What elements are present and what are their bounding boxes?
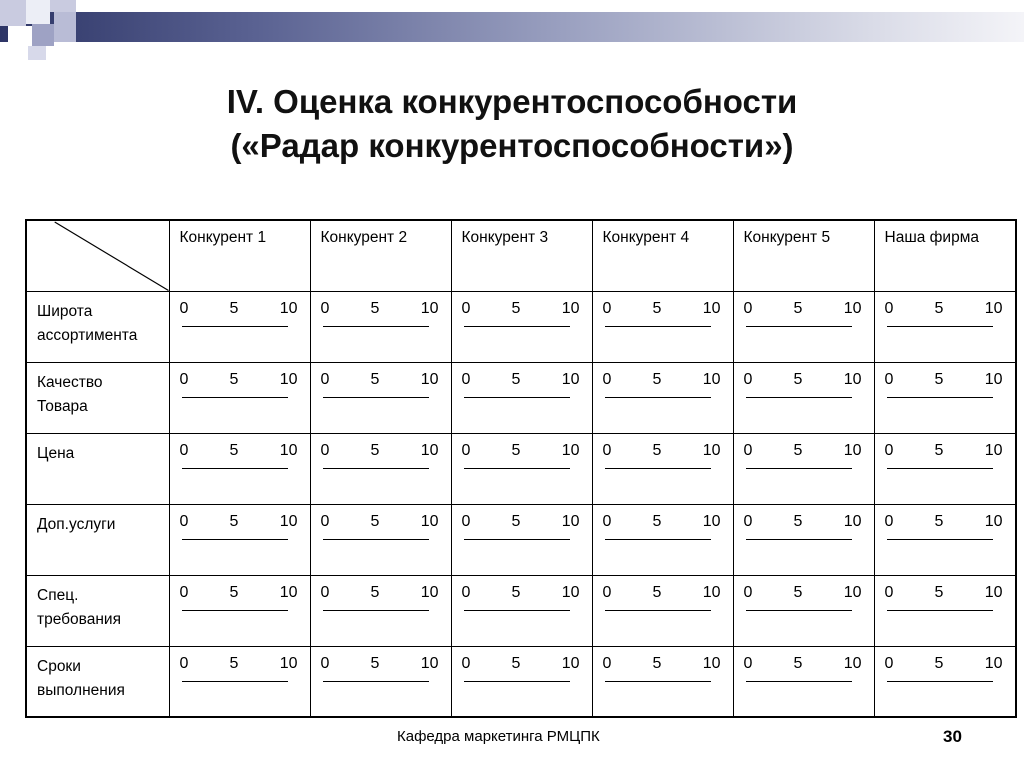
scale-line — [887, 468, 993, 469]
scale-tick-label: 0 — [743, 441, 753, 459]
scale-line — [746, 681, 852, 682]
scale-line — [887, 397, 993, 398]
rating-scale[interactable] — [321, 584, 439, 614]
score-cell[interactable] — [310, 504, 451, 575]
scale-tick-label: 5 — [370, 299, 380, 317]
scale-tick-label: 5 — [511, 654, 521, 672]
rating-scale[interactable] — [744, 300, 862, 330]
scale-tick-label: 5 — [370, 512, 380, 530]
rating-scale[interactable] — [885, 300, 1003, 330]
scale-tick-label: 0 — [461, 654, 471, 672]
rating-scale[interactable] — [885, 655, 1003, 685]
scale-tick-label: 10 — [984, 654, 1003, 672]
score-cell[interactable] — [592, 433, 733, 504]
row-label-line: Широта — [37, 302, 93, 320]
score-cell[interactable] — [310, 575, 451, 646]
row-label-line: требования — [37, 610, 121, 628]
scale-tick-label: 0 — [884, 512, 894, 530]
scale-tick-label: 10 — [843, 299, 862, 317]
scale-tick-label: 5 — [370, 654, 380, 672]
scale-tick-label: 0 — [743, 583, 753, 601]
rating-scale[interactable] — [885, 371, 1003, 401]
decor-square — [8, 26, 32, 48]
scale-tick-label: 5 — [370, 370, 380, 388]
scale-tick-label: 0 — [884, 654, 894, 672]
scale-tick-label: 0 — [320, 299, 330, 317]
scale-line — [887, 326, 993, 327]
scale-tick-label: 5 — [652, 441, 662, 459]
scale-tick-label: 0 — [179, 512, 189, 530]
decor-square — [26, 0, 50, 24]
scale-tick-label: 0 — [743, 512, 753, 530]
column-header: Конкурент 1 — [169, 220, 310, 291]
scale-tick-label: 0 — [461, 512, 471, 530]
scale-tick-label: 10 — [420, 441, 439, 459]
scale-tick-label: 10 — [843, 441, 862, 459]
scale-tick-label: 5 — [652, 299, 662, 317]
score-cell[interactable] — [592, 362, 733, 433]
score-cell[interactable] — [592, 291, 733, 362]
rating-scale[interactable] — [180, 371, 298, 401]
scale-tick-label: 10 — [702, 583, 721, 601]
scale-tick-label: 0 — [743, 299, 753, 317]
row-label-line: Спец. — [37, 586, 79, 604]
score-cell[interactable] — [451, 362, 592, 433]
footer-text: Кафедра маркетинга РМЦПК — [397, 728, 600, 745]
row-label-line: Товара — [37, 397, 88, 415]
score-cell[interactable] — [874, 362, 1016, 433]
scale-line — [182, 681, 288, 682]
scale-tick-label: 5 — [793, 299, 803, 317]
scale-tick-label: 5 — [934, 299, 944, 317]
decor-square — [50, 0, 76, 12]
row-label — [26, 575, 169, 646]
rating-scale[interactable] — [462, 300, 580, 330]
score-cell[interactable] — [733, 575, 874, 646]
scale-tick-label: 5 — [793, 370, 803, 388]
rating-scale[interactable] — [180, 513, 298, 543]
score-cell[interactable] — [310, 646, 451, 717]
rating-scale[interactable] — [321, 300, 439, 330]
scale-line — [605, 397, 711, 398]
scale-tick-label: 10 — [561, 512, 580, 530]
score-cell[interactable] — [169, 575, 310, 646]
column-header: Конкурент 5 — [733, 220, 874, 291]
scale-tick-label: 10 — [420, 654, 439, 672]
scale-tick-label: 5 — [511, 583, 521, 601]
scale-tick-label: 5 — [511, 441, 521, 459]
rating-scale[interactable] — [180, 300, 298, 330]
scale-line — [605, 610, 711, 611]
score-cell[interactable] — [874, 433, 1016, 504]
rating-scale[interactable] — [321, 513, 439, 543]
row-label-line: Качество — [37, 373, 103, 391]
scale-tick-label: 10 — [702, 370, 721, 388]
score-cell[interactable] — [733, 362, 874, 433]
score-cell[interactable] — [733, 504, 874, 575]
scale-tick-label: 10 — [420, 370, 439, 388]
rating-scale[interactable] — [462, 513, 580, 543]
score-cell[interactable] — [874, 646, 1016, 717]
rating-scale[interactable] — [180, 442, 298, 472]
scale-line — [605, 468, 711, 469]
scale-tick-label: 0 — [602, 441, 612, 459]
scale-tick-label: 0 — [179, 583, 189, 601]
scale-line — [887, 539, 993, 540]
rating-scale[interactable] — [180, 584, 298, 614]
scale-line — [464, 397, 570, 398]
scale-tick-label: 0 — [884, 583, 894, 601]
score-cell[interactable] — [451, 575, 592, 646]
score-cell[interactable] — [310, 433, 451, 504]
score-cell[interactable] — [169, 362, 310, 433]
row-label — [26, 433, 169, 504]
rating-scale[interactable] — [744, 513, 862, 543]
scale-line — [605, 539, 711, 540]
rating-scale[interactable] — [462, 442, 580, 472]
scale-line — [605, 681, 711, 682]
decor-square — [32, 24, 54, 46]
scale-tick-label: 10 — [843, 654, 862, 672]
scale-tick-label: 0 — [461, 583, 471, 601]
scale-tick-label: 5 — [793, 441, 803, 459]
scale-tick-label: 5 — [934, 654, 944, 672]
scale-tick-label: 5 — [370, 441, 380, 459]
scale-line — [746, 610, 852, 611]
rating-scale[interactable] — [321, 442, 439, 472]
scale-tick-label: 5 — [934, 370, 944, 388]
scale-tick-label: 0 — [320, 654, 330, 672]
scale-tick-label: 5 — [511, 512, 521, 530]
table-row — [26, 646, 1016, 717]
scale-tick-label: 5 — [229, 583, 239, 601]
score-cell[interactable] — [874, 575, 1016, 646]
scale-line — [464, 468, 570, 469]
score-cell[interactable] — [451, 291, 592, 362]
score-cell[interactable] — [169, 646, 310, 717]
rating-scale[interactable] — [885, 584, 1003, 614]
scale-tick-label: 10 — [984, 370, 1003, 388]
competitiveness-table — [25, 219, 1017, 718]
scale-tick-label: 0 — [461, 441, 471, 459]
scale-tick-label: 0 — [179, 370, 189, 388]
score-cell[interactable] — [169, 291, 310, 362]
score-cell[interactable] — [874, 504, 1016, 575]
scale-tick-label: 0 — [743, 654, 753, 672]
rating-scale[interactable] — [603, 442, 721, 472]
column-header: Конкурент 2 — [310, 220, 451, 291]
scale-tick-label: 10 — [279, 583, 298, 601]
scale-tick-label: 0 — [320, 370, 330, 388]
rating-scale[interactable] — [321, 371, 439, 401]
rating-scale[interactable] — [462, 584, 580, 614]
scale-tick-label: 10 — [561, 299, 580, 317]
scale-tick-label: 10 — [420, 299, 439, 317]
rating-scale[interactable] — [744, 655, 862, 685]
scale-line — [746, 326, 852, 327]
scale-tick-label: 10 — [420, 512, 439, 530]
scale-tick-label: 5 — [793, 583, 803, 601]
scale-tick-label: 10 — [984, 441, 1003, 459]
scale-tick-label: 0 — [602, 512, 612, 530]
title-line-1: IV. Оценка конкурентоспособности — [226, 83, 798, 120]
score-cell[interactable] — [310, 362, 451, 433]
scale-tick-label: 0 — [179, 441, 189, 459]
table-row — [26, 504, 1016, 575]
scale-line — [323, 326, 429, 327]
score-cell[interactable] — [733, 646, 874, 717]
scale-tick-label: 5 — [229, 512, 239, 530]
scale-tick-label: 10 — [561, 583, 580, 601]
scale-tick-label: 0 — [602, 583, 612, 601]
scale-line — [182, 610, 288, 611]
scale-line — [464, 326, 570, 327]
scale-tick-label: 0 — [602, 370, 612, 388]
scale-tick-label: 10 — [984, 583, 1003, 601]
scale-line — [887, 681, 993, 682]
score-cell[interactable] — [310, 291, 451, 362]
scale-line — [182, 397, 288, 398]
decor-square — [0, 0, 26, 26]
score-cell[interactable] — [451, 504, 592, 575]
scale-tick-label: 5 — [511, 370, 521, 388]
column-header: Конкурент 4 — [592, 220, 733, 291]
score-cell[interactable] — [169, 433, 310, 504]
row-label-line: Сроки — [37, 657, 81, 675]
scale-tick-label: 10 — [702, 654, 721, 672]
scale-line — [323, 397, 429, 398]
row-label-line: Цена — [37, 444, 75, 462]
scale-tick-label: 0 — [884, 299, 894, 317]
scale-tick-label: 10 — [702, 441, 721, 459]
score-cell[interactable] — [733, 291, 874, 362]
score-cell[interactable] — [733, 433, 874, 504]
row-label — [26, 291, 169, 362]
scale-tick-label: 0 — [743, 370, 753, 388]
scale-tick-label: 10 — [984, 512, 1003, 530]
scale-tick-label: 10 — [561, 370, 580, 388]
scale-line — [887, 610, 993, 611]
rating-scale[interactable] — [321, 655, 439, 685]
scale-line — [464, 610, 570, 611]
page-number: 30 — [943, 727, 962, 746]
column-header: Конкурент 3 — [451, 220, 592, 291]
scale-line — [464, 681, 570, 682]
scale-tick-label: 5 — [652, 583, 662, 601]
scale-tick-label: 5 — [652, 370, 662, 388]
rating-scale[interactable] — [603, 513, 721, 543]
rating-scale[interactable] — [603, 584, 721, 614]
scale-tick-label: 0 — [602, 654, 612, 672]
scale-tick-label: 5 — [934, 583, 944, 601]
scale-line — [746, 468, 852, 469]
rating-scale[interactable] — [462, 371, 580, 401]
rating-scale[interactable] — [462, 655, 580, 685]
slide-title — [0, 80, 1024, 168]
scale-tick-label: 5 — [652, 654, 662, 672]
scale-line — [464, 539, 570, 540]
scale-line — [182, 539, 288, 540]
scale-tick-label: 0 — [884, 370, 894, 388]
scale-tick-label: 5 — [229, 370, 239, 388]
score-cell[interactable] — [451, 433, 592, 504]
score-cell[interactable] — [592, 504, 733, 575]
scale-tick-label: 0 — [461, 370, 471, 388]
table-row — [26, 291, 1016, 362]
scale-tick-label: 5 — [511, 299, 521, 317]
score-cell[interactable] — [874, 291, 1016, 362]
rating-scale[interactable] — [603, 300, 721, 330]
scale-tick-label: 0 — [461, 299, 471, 317]
header-gradient-bar — [0, 12, 1024, 42]
scale-tick-label: 10 — [984, 299, 1003, 317]
scale-tick-label: 10 — [279, 370, 298, 388]
column-header: Наша фирма — [874, 220, 1016, 291]
scale-line — [746, 539, 852, 540]
scale-tick-label: 5 — [229, 654, 239, 672]
scale-line — [323, 468, 429, 469]
rating-scale[interactable] — [180, 655, 298, 685]
scale-tick-label: 0 — [320, 512, 330, 530]
title-line-2: («Радар конкурентоспособности») — [230, 127, 794, 164]
scale-tick-label: 5 — [793, 512, 803, 530]
scale-tick-label: 10 — [279, 299, 298, 317]
row-label-line: Доп.услуги — [37, 515, 116, 533]
scale-tick-label: 10 — [702, 512, 721, 530]
scale-tick-label: 10 — [561, 441, 580, 459]
row-label-line: выполнения — [37, 681, 125, 699]
score-cell[interactable] — [451, 646, 592, 717]
scale-tick-label: 10 — [843, 512, 862, 530]
scale-tick-label: 5 — [934, 441, 944, 459]
rating-scale[interactable] — [603, 655, 721, 685]
rating-scale[interactable] — [885, 442, 1003, 472]
score-cell[interactable] — [169, 504, 310, 575]
scale-tick-label: 5 — [229, 441, 239, 459]
table-row — [26, 362, 1016, 433]
scale-tick-label: 0 — [179, 299, 189, 317]
corner-cell — [26, 220, 169, 291]
row-label — [26, 646, 169, 717]
scale-line — [182, 468, 288, 469]
scale-tick-label: 0 — [179, 654, 189, 672]
row-label — [26, 504, 169, 575]
rating-scale[interactable] — [744, 584, 862, 614]
rating-scale[interactable] — [885, 513, 1003, 543]
scale-tick-label: 10 — [702, 299, 721, 317]
scale-tick-label: 0 — [884, 441, 894, 459]
scale-line — [323, 610, 429, 611]
scale-tick-label: 5 — [652, 512, 662, 530]
corner-diagonal — [27, 221, 169, 291]
scale-line — [182, 326, 288, 327]
scale-line — [323, 539, 429, 540]
scale-tick-label: 10 — [279, 512, 298, 530]
scale-tick-label: 0 — [320, 583, 330, 601]
row-label-line: ассортимента — [37, 326, 138, 344]
scale-tick-label: 0 — [320, 441, 330, 459]
decor-square — [28, 46, 46, 60]
rating-scale[interactable] — [603, 371, 721, 401]
score-cell[interactable] — [592, 575, 733, 646]
rating-scale[interactable] — [744, 442, 862, 472]
scale-line — [323, 681, 429, 682]
decor-square — [54, 12, 76, 42]
scale-line — [605, 326, 711, 327]
scale-tick-label: 5 — [793, 654, 803, 672]
scale-tick-label: 5 — [229, 299, 239, 317]
table-row — [26, 575, 1016, 646]
scale-tick-label: 10 — [420, 583, 439, 601]
scale-tick-label: 0 — [602, 299, 612, 317]
scale-tick-label: 10 — [279, 441, 298, 459]
rating-scale[interactable] — [744, 371, 862, 401]
scale-tick-label: 10 — [279, 654, 298, 672]
score-cell[interactable] — [592, 646, 733, 717]
row-label — [26, 362, 169, 433]
scale-tick-label: 10 — [843, 370, 862, 388]
scale-tick-label: 5 — [934, 512, 944, 530]
table-row — [26, 433, 1016, 504]
scale-tick-label: 5 — [370, 583, 380, 601]
scale-tick-label: 10 — [561, 654, 580, 672]
scale-tick-label: 10 — [843, 583, 862, 601]
scale-line — [746, 397, 852, 398]
